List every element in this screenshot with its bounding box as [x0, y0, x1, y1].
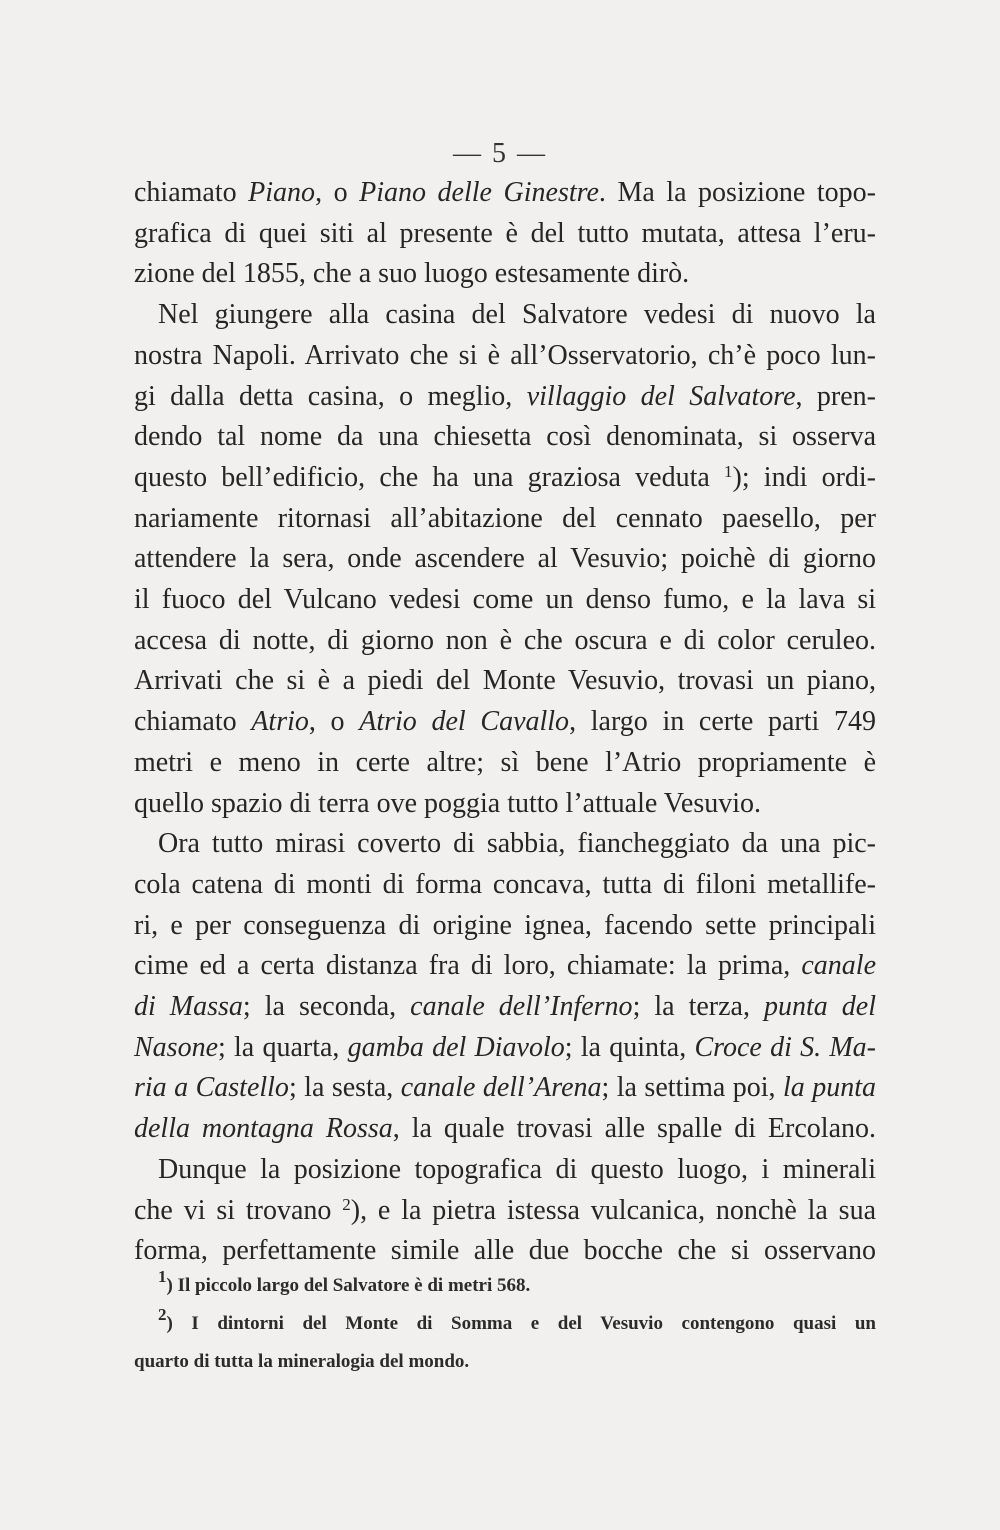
text-line: chiamato Piano, o Piano delle Ginestre. Ma la posizione topo-: [134, 177, 877, 208]
text-line: il fuoco del Vulcano vedesi come un denso fumo, e la lava si: [134, 584, 876, 616]
text-line: nostra Napoli. Arrivato che si è all’Osservatorio, ch’è poco lun-: [134, 339, 876, 371]
text-line: cola catena di monti di forma concava, tutta di filoni metallife-: [134, 868, 876, 900]
text-line: dendo tal nome da una chiesetta così denominata, si osserva: [134, 421, 876, 453]
text-line: ria a Castello; la sesta, canale dell’Arena; la settima poi, la punta: [134, 1072, 877, 1104]
text-line: Ora tutto mirasi coverto di sabbia, fiancheggiato da una pic-: [158, 828, 876, 860]
text-line: chiamato Atrio, o Atrio del Cavallo, largo in certe parti 749: [134, 706, 876, 738]
text-line: gi dalla detta casina, o meglio, villaggio del Salvatore, pren-: [134, 380, 876, 412]
body-text: [134, 173, 876, 1272]
text-line: Nel giungere alla casina del Salvatore vedesi di nuovo la: [158, 299, 876, 331]
page-number: — 5 —: [453, 138, 547, 169]
text-line: attendere la sera, onde ascendere al Vesuvio; poichè di giorno: [134, 543, 876, 575]
text-line: questo bell’edificio, che ha una graziosa veduta $^1$); indi ordi-: [134, 461, 876, 493]
footnote: $^1$) Il piccolo largo del Salvatore è di metri 568.: [158, 1267, 531, 1296]
text-line: di Massa; la seconda, canale dell’Inferno; la terza, punta del: [134, 991, 877, 1023]
text-line: Arrivati che si è a piedi del Monte Vesuvio, trovasi un piano,: [134, 665, 876, 697]
text-line: grafica di quei siti al presente è del tutto mutata, attesa l’eru-: [134, 217, 876, 249]
text-line: accesa di notte, di giorno non è che oscura e di color ceruleo.: [134, 624, 876, 656]
text-line: Dunque la posizione topografica di questo luogo, i minerali: [158, 1153, 876, 1185]
text-line: che vi si trovano $^2$), e la pietra istessa vulcanica, nonchè la sua: [134, 1194, 876, 1226]
text-line: zione del 1855, che a suo luogo estesamente dirò.: [134, 258, 690, 290]
text-line: della montagna Rossa, la quale trovasi alle spalle di Ercolano.: [134, 1113, 876, 1145]
footnote-ref: 1: [724, 461, 733, 481]
text-line: metri e meno in certe altre; sì bene l’Atrio propriamente è: [134, 746, 876, 778]
footnotes: [134, 1267, 876, 1381]
text-line: nariamente ritornasi all’abitazione del cennato paesello, per: [134, 502, 876, 534]
footnote: $^2$) I dintorni del Monte di Somma e del Vesuvio contengono quasi un: [158, 1305, 876, 1334]
text-line: quello spazio di terra ove poggia tutto l’attuale Vesuvio.: [134, 787, 761, 819]
footnote-continuation: quarto di tutta la mineralogia del mondo.: [134, 1351, 470, 1372]
footnote-ref: 2: [342, 1194, 351, 1214]
text-line: Nasone; la quarta, gamba del Diavolo; la quinta, Croce di S. Ma-: [134, 1031, 876, 1063]
text-line: forma, perfettamente simile alle due bocche che si osservano: [134, 1235, 876, 1267]
text-line: cime ed a certa distanza fra di loro, chiamate: la prima, canale: [134, 950, 876, 982]
text-line: ri, e per conseguenza di origine ignea, facendo sette principali: [134, 909, 876, 941]
